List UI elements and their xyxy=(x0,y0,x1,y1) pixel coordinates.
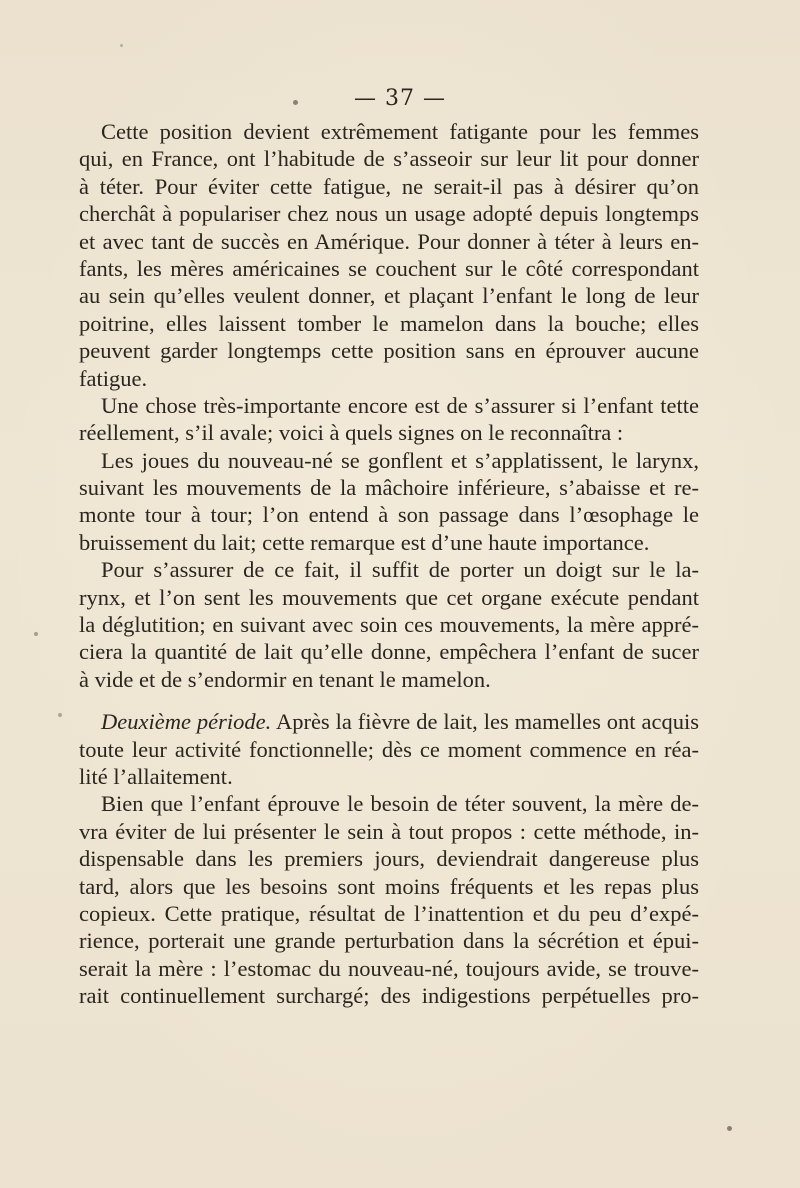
paragraph-1 xyxy=(79,118,699,392)
text-line: à téter. Pour éviter cette fatigue, ne serait-il pas à désirer qu’on xyxy=(79,173,699,199)
paragraph-5 xyxy=(79,708,699,790)
text-line xyxy=(79,708,699,735)
section-gap xyxy=(79,693,699,708)
heading-continuation: Après la fièvre de lait, les mamelles ont acquis xyxy=(271,709,699,735)
text-line: Cette position devient extrêmement fatigante pour les femmes xyxy=(101,119,699,144)
text-line: bruissement du lait; cette remarque est d’une haute importance. xyxy=(79,529,650,555)
text-line: cherchât à populariser chez nous un usage adopté depuis longtemps xyxy=(79,201,699,227)
text-line: la déglutition; en suivant avec soin ces mouvements, la mère appré- xyxy=(79,612,699,638)
text-line: réellement, s’il avale; voici à quels signes on le reconnaîtra : xyxy=(79,420,624,446)
text-line: ciera la quantité de lait qu’elle donne, empêchera l’enfant de sucer xyxy=(79,639,699,665)
paragraph-2 xyxy=(79,392,699,447)
section-heading: Deuxième période. xyxy=(101,709,272,735)
text-line: à vide et de s’endormir en tenant le mamelon. xyxy=(79,666,491,692)
page-number: — 37 — xyxy=(354,86,446,111)
text-line: et avec tant de succès en Amérique. Pour donner à téter à leurs en- xyxy=(79,228,699,254)
text-line: Pour s’assurer de ce fait, il suffit de porter un doigt sur le la- xyxy=(101,557,699,583)
text-line: rience, porterait une grande perturbation dans la sécrétion et épui- xyxy=(79,928,699,954)
paper-speck xyxy=(120,44,123,47)
text-line: Bien que l’enfant éprouve le besoin de téter souvent, la mère de- xyxy=(101,791,699,817)
text-line: fants, les mères américaines se couchent sur le côté correspondant xyxy=(79,255,699,281)
text-line: toute leur activité fonctionnelle; dès ce moment commence en réa- xyxy=(79,736,699,762)
text-body xyxy=(79,118,699,1010)
paper-speck xyxy=(34,632,38,636)
text-line: rynx, et l’on sent les mouvements que cet organe exécute pendant xyxy=(79,584,699,610)
paragraph-4 xyxy=(79,556,699,693)
text-line: Les joues du nouveau-né se gonflent et s’applatissent, le larynx, xyxy=(101,447,699,473)
text-line: fatigue. xyxy=(79,365,148,391)
paper-speck xyxy=(293,100,298,105)
text-line: copieux. Cette pratique, résultat de l’inattention et du peu d’expé- xyxy=(79,900,699,926)
text-line: lité l’allaitement. xyxy=(79,763,233,789)
paragraph-6 xyxy=(79,790,699,1009)
paragraph-3 xyxy=(79,447,699,557)
text-line: vra éviter de lui présenter le sein à tout propos : cette méthode, in- xyxy=(79,818,699,844)
text-line: qui, en France, ont l’habitude de s’asseoir sur leur lit pour donner xyxy=(79,146,699,172)
text-line: poitrine, elles laissent tomber le mamelon dans la bouche; elles xyxy=(79,310,699,336)
text-line: peuvent garder longtemps cette position sans en éprouver aucune xyxy=(79,338,699,364)
paper-speck xyxy=(58,713,62,717)
text-line: rait continuellement surchargé; des indigestions perpétuelles pro- xyxy=(79,983,699,1009)
text-line: serait la mère : l’estomac du nouveau-né, toujours avide, se trouve- xyxy=(79,955,699,981)
text-line: dispensable dans les premiers jours, deviendrait dangereuse plus xyxy=(79,846,699,872)
text-line: au sein qu’elles veulent donner, et plaçant l’enfant le long de leur xyxy=(79,283,699,309)
text-line: monte tour à tour; l’on entend à son passage dans l’œsophage le xyxy=(79,502,699,528)
text-line: Une chose très-importante encore est de s’assurer si l’enfant tette xyxy=(101,392,699,418)
text-line: suivant les mouvements de la mâchoire inférieure, s’abaisse et re- xyxy=(79,475,699,501)
paper-speck xyxy=(727,1126,732,1131)
text-line: tard, alors que les besoins sont moins fréquents et les repas plus xyxy=(79,873,699,899)
